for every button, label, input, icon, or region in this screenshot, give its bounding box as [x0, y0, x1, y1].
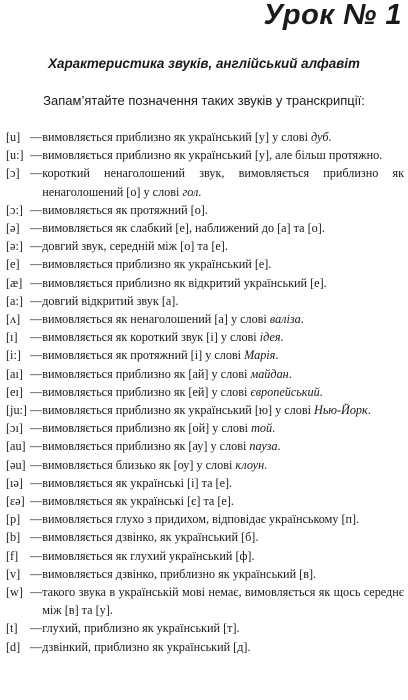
sound-symbol: [eı] [6, 384, 23, 399]
sound-description [42, 528, 404, 546]
sound-symbol: [a:] [6, 293, 23, 308]
sound-symbol: [aı] [6, 366, 23, 381]
description-tail: . [328, 130, 332, 144]
example-word: ідея [259, 330, 281, 345]
sound-symbol: [i:] [6, 348, 21, 363]
entry-dash: — [30, 366, 43, 381]
sound-entry [6, 274, 404, 292]
sound-entry [6, 437, 404, 455]
sound-description [42, 492, 404, 510]
sound-description [42, 328, 404, 346]
description-text: вимовляється як українські [і] та [е]. [42, 475, 233, 490]
description-text: вимовляється приблизно як український [у], але більш протяжно. [42, 148, 383, 163]
description-tail: . [319, 384, 323, 399]
sound-entry [6, 638, 404, 656]
sound-entry [6, 528, 404, 546]
sound-entry [6, 255, 404, 273]
sound-entry [6, 146, 404, 164]
sound-symbol: [b] [6, 530, 21, 545]
sound-description [42, 401, 404, 419]
sound-symbol: [w] [6, 585, 23, 600]
entry-dash: — [30, 148, 43, 163]
sound-symbol: [p] [6, 512, 21, 527]
lesson-title: Урок № 1 [263, 0, 402, 31]
description-text: дзвінкий, приблизно як український [д]. [42, 639, 251, 654]
sound-entry [6, 456, 404, 474]
sound-symbol: [ı] [6, 330, 18, 345]
sound-symbol: [ʌ] [6, 312, 21, 327]
entry-dash: — [30, 384, 43, 399]
sound-entry [6, 128, 404, 146]
sound-description [42, 146, 404, 164]
entry-dash: — [30, 202, 43, 217]
section-title: Характеристика звуків, англійський алфавіт [48, 56, 360, 71]
description-text: вимовляється приблизно як український [ю] у слові [42, 403, 315, 418]
sound-symbol: [d] [6, 639, 21, 654]
entry-dash: — [30, 439, 43, 454]
sound-symbol: [v] [6, 566, 21, 581]
sound-entry [6, 201, 404, 219]
sound-entry [6, 237, 404, 255]
sound-description [42, 310, 404, 328]
example-word: майдан [250, 366, 289, 381]
sound-symbol: [ɔı] [6, 421, 23, 436]
description-tail: . [272, 421, 276, 436]
entry-dash: — [30, 639, 43, 654]
description-tail: . [198, 184, 202, 199]
description-text: вимовляється дзвінко, як український [б]. [42, 530, 259, 545]
sound-description [42, 292, 404, 310]
sound-description [42, 510, 404, 528]
description-tail: . [300, 312, 304, 327]
description-text: вимовляється як українські [є] та [е]. [42, 494, 234, 509]
description-tail: . [275, 348, 279, 363]
description-text: вимовляється близько як [оу] у слові [42, 457, 236, 472]
entry-dash: — [30, 494, 43, 509]
sound-entry [6, 164, 404, 200]
sound-entry [6, 419, 404, 437]
description-text: вимовляється як короткий звук [і] у слові [42, 330, 260, 345]
entry-dash: — [30, 130, 43, 144]
description-text: довгий відкритий звук [а]. [42, 293, 179, 308]
entry-dash: — [30, 348, 43, 363]
description-text: вимовляється приблизно як [ау] у слові [42, 439, 250, 454]
sound-description [42, 164, 404, 200]
sound-symbol: [ə] [6, 221, 20, 236]
sound-symbol: [ıə] [6, 475, 23, 490]
example-word: європейський [250, 384, 320, 399]
entry-dash: — [30, 530, 43, 545]
sound-entry [6, 328, 404, 346]
sound-description [42, 583, 404, 619]
description-text: такого звука в українській мові немає, вимовляється як щось середнє між [в] та [у]. [42, 585, 404, 618]
sound-description [42, 419, 404, 437]
sound-symbol: [u:] [6, 148, 24, 163]
sound-entry [6, 383, 404, 401]
description-text: вимовляється як протяжний [о]. [42, 202, 208, 217]
sound-description [42, 474, 404, 492]
example-word: Марія [244, 348, 276, 363]
entry-dash: — [30, 275, 43, 290]
description-text: вимовляється як слабкий [е], наближений до [а] та [о]. [42, 221, 325, 236]
sound-entry [6, 510, 404, 528]
sound-entry [6, 346, 404, 364]
intro-text: Запам’ятайте позначення таких звуків у транскрипції: [43, 93, 365, 108]
description-text: вимовляється дзвінко, приблизно як український [в]. [42, 566, 317, 581]
entry-dash: — [30, 239, 43, 254]
sound-symbol: [əu] [6, 457, 26, 472]
sound-entry [6, 583, 404, 619]
description-text: вимовляється приблизно як [ей] у слові [42, 384, 251, 399]
sound-description [42, 274, 404, 292]
example-word: валіза [269, 312, 301, 327]
sound-symbol: [ɛə] [6, 494, 25, 509]
description-text: вимовляється приблизно як відкритий український [е]. [42, 275, 327, 290]
sound-symbol: [f] [6, 548, 19, 563]
entry-dash: — [30, 475, 43, 490]
description-text: вимовляється як протяжний [і] у слові [42, 348, 245, 363]
sound-description [42, 619, 404, 637]
description-text: вимовляється глухо з придихом, відповідає українському [п]. [42, 512, 360, 527]
entry-dash: — [30, 548, 43, 563]
sound-symbol: [ɔ:] [6, 202, 23, 217]
sound-description [42, 237, 404, 255]
entry-dash: — [30, 421, 43, 436]
description-tail: . [367, 403, 371, 418]
example-word: пауза [249, 439, 278, 454]
sound-list [6, 128, 404, 656]
description-tail: . [280, 330, 284, 345]
example-word: дуб [311, 130, 329, 144]
sound-symbol: [ə:] [6, 239, 23, 254]
description-tail: . [277, 439, 281, 454]
example-word: той [251, 421, 273, 436]
sound-description [42, 219, 404, 237]
sound-entry [6, 492, 404, 510]
sound-entry [6, 365, 404, 383]
description-text: короткий ненаголошений звук, вимовляється приблизно як ненаголошений [о] у слові [42, 166, 404, 199]
entry-dash: — [30, 512, 43, 527]
sound-entry [6, 565, 404, 583]
sound-entry [6, 474, 404, 492]
sound-description [42, 456, 404, 474]
sound-description [42, 201, 404, 219]
sound-symbol: [u] [6, 130, 21, 144]
sound-entry [6, 310, 404, 328]
sound-symbol: [æ] [6, 275, 23, 290]
sound-description [42, 128, 404, 146]
sound-description [42, 346, 404, 364]
sound-entry [6, 292, 404, 310]
sound-entry [6, 219, 404, 237]
sound-description [42, 565, 404, 583]
entry-dash: — [30, 221, 43, 236]
entry-dash: — [30, 621, 43, 636]
entry-dash: — [30, 166, 43, 181]
description-text: вимовляється приблизно як [ай] у слові [42, 366, 251, 381]
description-tail: . [288, 366, 292, 381]
sound-description [42, 365, 404, 383]
description-text: вимовляється як ненаголошений [а] у слові [42, 312, 270, 327]
sound-entry [6, 619, 404, 637]
sound-description [42, 638, 404, 656]
sound-description [42, 437, 404, 455]
entry-dash: — [30, 403, 43, 418]
sound-description [42, 547, 404, 565]
description-text: вимовляється приблизно як [ой] у слові [42, 421, 252, 436]
example-word: Нью-Йорк [314, 403, 368, 418]
sound-entry [6, 547, 404, 565]
description-tail: . [264, 457, 268, 472]
sound-entry [6, 401, 404, 419]
entry-dash: — [30, 330, 43, 345]
sound-symbol: [au] [6, 439, 26, 454]
description-text: довгий звук, середній між [о] та [е]. [42, 239, 228, 254]
description-text: вимовляється як глухий український [ф]. [42, 548, 255, 563]
entry-dash: — [30, 312, 43, 327]
sound-description [42, 255, 404, 273]
description-text: вимовляється приблизно як український [у] у слові [42, 130, 311, 144]
entry-dash: — [30, 257, 43, 272]
example-word: клоун [235, 457, 265, 472]
sound-symbol: [t] [6, 621, 18, 636]
entry-dash: — [30, 457, 43, 472]
sound-symbol: [ɔ] [6, 166, 20, 181]
entry-dash: — [30, 566, 43, 581]
entry-dash: — [30, 293, 43, 308]
description-text: вимовляється приблизно як український [е]. [42, 257, 272, 272]
example-word: гол [182, 184, 199, 199]
entry-dash: — [30, 585, 43, 600]
sound-symbol: [e] [6, 257, 20, 272]
sound-description [42, 383, 404, 401]
description-text: глухий, приблизно як український [т]. [42, 621, 240, 636]
sound-symbol: [ju:] [6, 403, 27, 418]
